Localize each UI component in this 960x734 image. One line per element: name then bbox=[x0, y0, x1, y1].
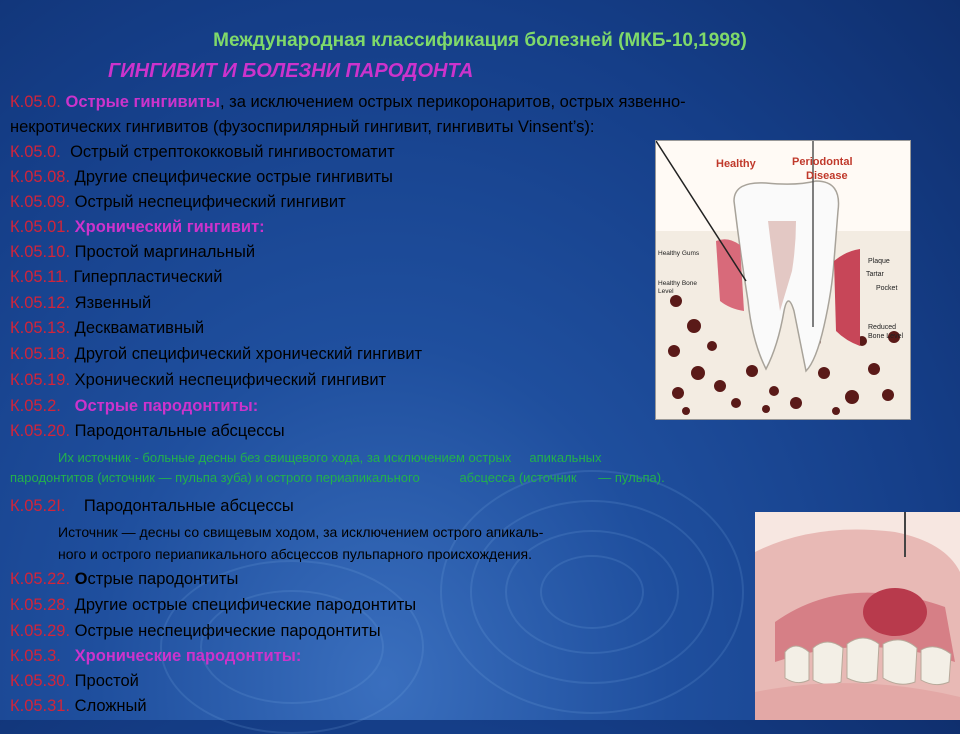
code: К.05.22. bbox=[10, 570, 71, 588]
list-item bbox=[10, 669, 139, 694]
note-line: Их источник - больные десны без свищевого хода, за исключением острых апикальных bbox=[58, 450, 602, 465]
label-pocket: Pocket bbox=[876, 285, 898, 292]
background-ring bbox=[540, 555, 644, 629]
category-line bbox=[10, 644, 301, 669]
list-item bbox=[10, 619, 381, 644]
tooth-diagram bbox=[655, 140, 911, 420]
list-item bbox=[10, 494, 294, 519]
label-reduced: Reduced bbox=[868, 324, 897, 331]
classification-line bbox=[10, 90, 686, 115]
label-healthy: Healthy bbox=[716, 158, 756, 170]
code: К.05.3. bbox=[10, 647, 61, 665]
text: Язвенный bbox=[74, 294, 152, 312]
note-line: ного и острого периапикального абсцессов пульпарного происхождения. bbox=[58, 546, 533, 562]
text: Простой маргинальный bbox=[74, 243, 256, 261]
code: К.05.12. bbox=[10, 294, 71, 312]
list-item bbox=[10, 165, 393, 190]
code: К.05.2І. bbox=[10, 497, 66, 515]
text: Гиперпластический bbox=[73, 268, 223, 286]
list-item bbox=[10, 419, 285, 444]
note-line: Источник — десны со свищевым ходом, за исключением острого апикаль- bbox=[58, 524, 544, 540]
label-healthy-bone: Healthy Bone bbox=[658, 280, 698, 287]
text: Сложный bbox=[74, 697, 147, 715]
text: Хронический неспецифический гингивит bbox=[74, 371, 387, 389]
text: Острые неспецифические пародонтиты bbox=[74, 622, 381, 640]
category-line bbox=[10, 215, 265, 240]
text: Десквамативный bbox=[74, 319, 205, 337]
category-heading: Острые гингивиты bbox=[65, 93, 220, 111]
text: Другой специфический хронический гингивит bbox=[74, 345, 423, 363]
category-heading: Хронический гингивит: bbox=[74, 218, 265, 236]
code: К.05.10. bbox=[10, 243, 71, 261]
list-item bbox=[10, 240, 255, 265]
code: К.05.2. bbox=[10, 397, 61, 415]
code: К.05.18. bbox=[10, 345, 71, 363]
code: К.05.30. bbox=[10, 672, 71, 690]
category-line bbox=[10, 394, 258, 419]
label-reduced-bone-level: Bone Level bbox=[868, 333, 904, 340]
code: К.05.20. bbox=[10, 422, 71, 440]
text: Другие специфические острые гингивиты bbox=[74, 168, 393, 186]
text: Пародонтальные абсцессы bbox=[83, 497, 294, 515]
list-item bbox=[10, 593, 416, 618]
label-plaque: Plaque bbox=[868, 258, 890, 265]
text: Другие острые специфические пародонтиты bbox=[74, 596, 417, 614]
list-item bbox=[10, 694, 147, 719]
category-heading: Острые пародонтиты: bbox=[74, 397, 259, 415]
label-disease: Disease bbox=[806, 170, 848, 182]
category-heading: Хронические пародонтиты: bbox=[74, 647, 302, 665]
list-item bbox=[10, 567, 238, 592]
code: К.05.29. bbox=[10, 622, 71, 640]
list-item bbox=[10, 140, 395, 165]
code: К.05.13. bbox=[10, 319, 71, 337]
text: Пародонтальные абсцессы bbox=[74, 422, 285, 440]
gum-illustration bbox=[755, 512, 960, 720]
code: К.05.08. bbox=[10, 168, 71, 186]
list-item bbox=[10, 291, 151, 316]
code: К.05.0. bbox=[10, 143, 61, 161]
text: , за исключением острых перикоронаритов, острых язвенно- bbox=[219, 93, 686, 111]
code: К.05.09. bbox=[10, 193, 71, 211]
list-item bbox=[10, 342, 422, 367]
label-periodontal: Periodontal bbox=[792, 156, 853, 168]
code: К.05.0. bbox=[10, 93, 61, 111]
text: некротических гингивитов (фузоспирилярный гингивит, гингивиты Vinsent’s): bbox=[10, 118, 595, 136]
text-initial: О bbox=[74, 570, 88, 588]
label-healthy-bone-level: Level bbox=[658, 288, 674, 295]
note-line: пародонтитов (источник — пульпа зуба) и острого периапикального абсцесса (источник — пульпа). bbox=[10, 470, 665, 485]
tooth-diagram-svg bbox=[656, 141, 910, 419]
diseased-gum bbox=[834, 249, 860, 346]
text: Острый стрептококковый гингивостоматит bbox=[70, 143, 395, 161]
lesion bbox=[863, 588, 927, 636]
code: К.05.01. bbox=[10, 218, 71, 236]
text: Простой bbox=[74, 672, 139, 690]
page-title: Международная классификация болезней (МКБ-10,1998) bbox=[213, 30, 747, 51]
code: К.05.19. bbox=[10, 371, 71, 389]
label-tartar: Tartar bbox=[866, 271, 884, 278]
page-subtitle: ГИНГИВИТ И БОЛЕЗНИ ПАРОДОНТА bbox=[108, 60, 474, 82]
list-item bbox=[10, 190, 346, 215]
list-item bbox=[10, 316, 204, 341]
code: К.05.11. bbox=[10, 268, 69, 286]
code: К.05.28. bbox=[10, 596, 71, 614]
classification-line bbox=[10, 115, 595, 140]
label-healthy-gums: Healthy Gums bbox=[658, 250, 700, 257]
list-item bbox=[10, 368, 386, 393]
list-item bbox=[10, 265, 222, 290]
gum-illustration-svg bbox=[755, 512, 960, 720]
text: стрые пародонтиты bbox=[87, 570, 239, 588]
healthy-gum bbox=[716, 239, 744, 311]
text: Острый неспецифический гингивит bbox=[74, 193, 346, 211]
code: К.05.31. bbox=[10, 697, 71, 715]
